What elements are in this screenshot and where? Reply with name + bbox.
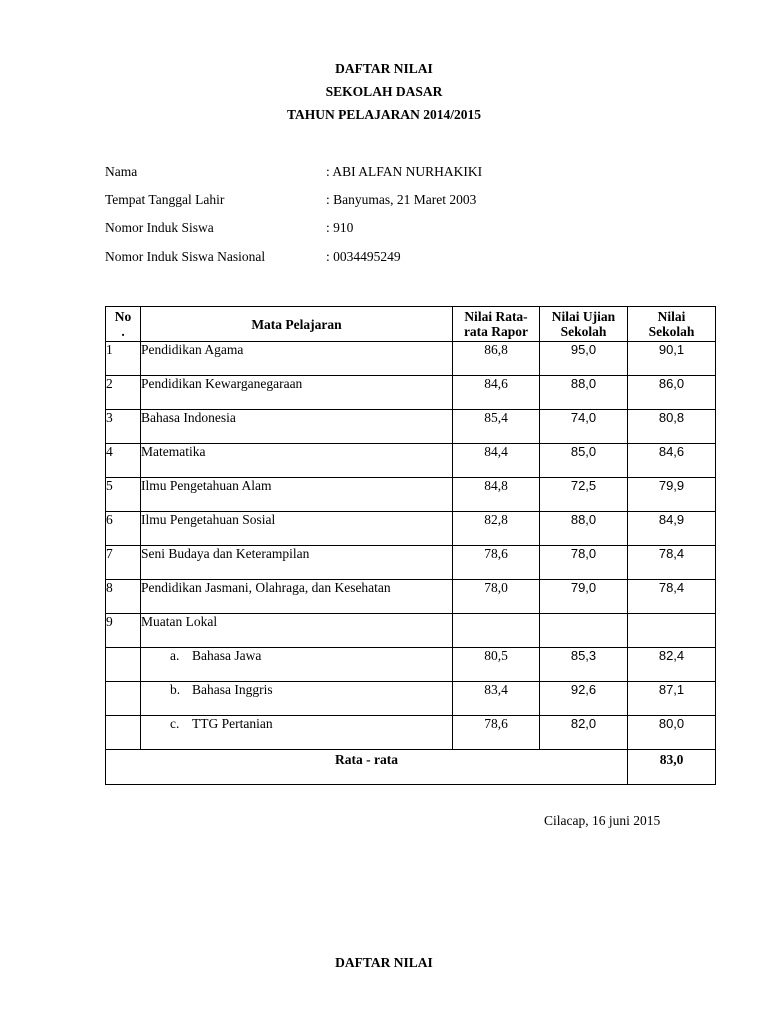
ujian-score: 74,0	[540, 410, 628, 444]
subject-name: Seni Budaya dan Keterampilan	[141, 546, 453, 580]
sekolah-score: 79,9	[628, 478, 716, 512]
rapor-score: 84,8	[453, 478, 540, 512]
table-header-row	[106, 307, 716, 342]
header-ujian: Nilai Ujian Sekolah	[540, 307, 628, 342]
subject-name: b. Bahasa Inggris	[141, 682, 453, 716]
average-value: 83,0	[628, 750, 716, 785]
sekolah-score: 87,1	[628, 682, 716, 716]
table-subrow	[106, 648, 716, 682]
rapor-score	[453, 614, 540, 648]
header-no: No .	[106, 307, 141, 342]
name-value: : ABI ALFAN NURHAKIKI	[326, 164, 483, 179]
next-page-title: DAFTAR NILAI	[335, 955, 433, 970]
sekolah-score: 84,9	[628, 512, 716, 546]
rapor-score: 85,4	[453, 410, 540, 444]
row-number: 1	[106, 342, 141, 376]
sekolah-score: 90,1	[628, 342, 716, 376]
grades-table	[105, 306, 716, 785]
school-name: SEKOLAH DASAR	[325, 84, 443, 99]
ujian-score: 82,0	[540, 716, 628, 750]
header-sekolah: Nilai Sekolah	[628, 307, 716, 342]
table-subrow	[106, 716, 716, 750]
row-number: 5	[106, 478, 141, 512]
ujian-score: 79,0	[540, 580, 628, 614]
subject-name: Pendidikan Jasmani, Olahraga, dan Kesehatan	[141, 580, 453, 614]
average-label: Rata - rata	[106, 750, 628, 785]
table-row	[106, 444, 716, 478]
nisn-label: Nomor Induk Siswa Nasional	[105, 249, 266, 264]
sub-letter: b.	[170, 682, 181, 697]
ujian-score	[540, 614, 628, 648]
sub-letter: c.	[170, 716, 180, 731]
sekolah-score: 86,0	[628, 376, 716, 410]
rapor-score: 84,6	[453, 376, 540, 410]
table-row	[106, 376, 716, 410]
sekolah-score: 84,6	[628, 444, 716, 478]
birth-label: Tempat Tanggal Lahir	[105, 192, 225, 207]
row-number: 4	[106, 444, 141, 478]
ujian-score: 85,0	[540, 444, 628, 478]
document-title: DAFTAR NILAI	[335, 61, 433, 76]
row-number: 6	[106, 512, 141, 546]
nis-value: : 910	[326, 220, 354, 235]
table-row	[106, 546, 716, 580]
sekolah-score	[628, 614, 716, 648]
rapor-score: 78,0	[453, 580, 540, 614]
academic-year: TAHUN PELAJARAN 2014/2015	[286, 107, 481, 122]
ujian-score: 88,0	[540, 512, 628, 546]
subject-name: Bahasa Indonesia	[141, 410, 453, 444]
sekolah-score: 82,4	[628, 648, 716, 682]
ujian-score: 88,0	[540, 376, 628, 410]
sekolah-score: 78,4	[628, 580, 716, 614]
table-row	[106, 512, 716, 546]
table-row	[106, 478, 716, 512]
subject-name: Ilmu Pengetahuan Sosial	[141, 512, 453, 546]
row-number: 3	[106, 410, 141, 444]
subject-name: Ilmu Pengetahuan Alam	[141, 478, 453, 512]
table-row	[106, 342, 716, 376]
ujian-score: 95,0	[540, 342, 628, 376]
ujian-score: 92,6	[540, 682, 628, 716]
header-subject: Mata Pelajaran	[141, 307, 453, 342]
rapor-score: 78,6	[453, 546, 540, 580]
birth-value: : Banyumas, 21 Maret 2003	[326, 192, 477, 207]
subject-name: Pendidikan Kewarganegaraan	[141, 376, 453, 410]
sekolah-score: 78,4	[628, 546, 716, 580]
average-row	[106, 750, 716, 785]
table-row	[106, 580, 716, 614]
subject-name: c. TTG Pertanian	[141, 716, 453, 750]
table-row	[106, 614, 716, 648]
table-subrow	[106, 682, 716, 716]
sekolah-score: 80,0	[628, 716, 716, 750]
subject-name: a. Bahasa Jawa	[141, 648, 453, 682]
header-rapor: Nilai Rata- rata Rapor	[453, 307, 540, 342]
sub-letter: a.	[170, 648, 180, 663]
rapor-score: 78,6	[453, 716, 540, 750]
rapor-score: 83,4	[453, 682, 540, 716]
row-number: 7	[106, 546, 141, 580]
sekolah-score: 80,8	[628, 410, 716, 444]
subject-name: Matematika	[141, 444, 453, 478]
rapor-score: 86,8	[453, 342, 540, 376]
nis-label: Nomor Induk Siswa	[105, 220, 214, 235]
row-number-empty	[106, 648, 141, 682]
row-number-empty	[106, 682, 141, 716]
nisn-value: : 0034495249	[326, 249, 401, 264]
row-number: 2	[106, 376, 141, 410]
table-row	[106, 410, 716, 444]
row-number-empty	[106, 716, 141, 750]
row-number: 8	[106, 580, 141, 614]
rapor-score: 82,8	[453, 512, 540, 546]
subject-name: Muatan Lokal	[141, 614, 453, 648]
ujian-score: 78,0	[540, 546, 628, 580]
rapor-score: 84,4	[453, 444, 540, 478]
rapor-score: 80,5	[453, 648, 540, 682]
ujian-score: 85,3	[540, 648, 628, 682]
place-date: Cilacap, 16 juni 2015	[544, 813, 661, 828]
subject-name: Pendidikan Agama	[141, 342, 453, 376]
name-label: Nama	[105, 164, 138, 179]
ujian-score: 72,5	[540, 478, 628, 512]
row-number: 9	[106, 614, 141, 648]
